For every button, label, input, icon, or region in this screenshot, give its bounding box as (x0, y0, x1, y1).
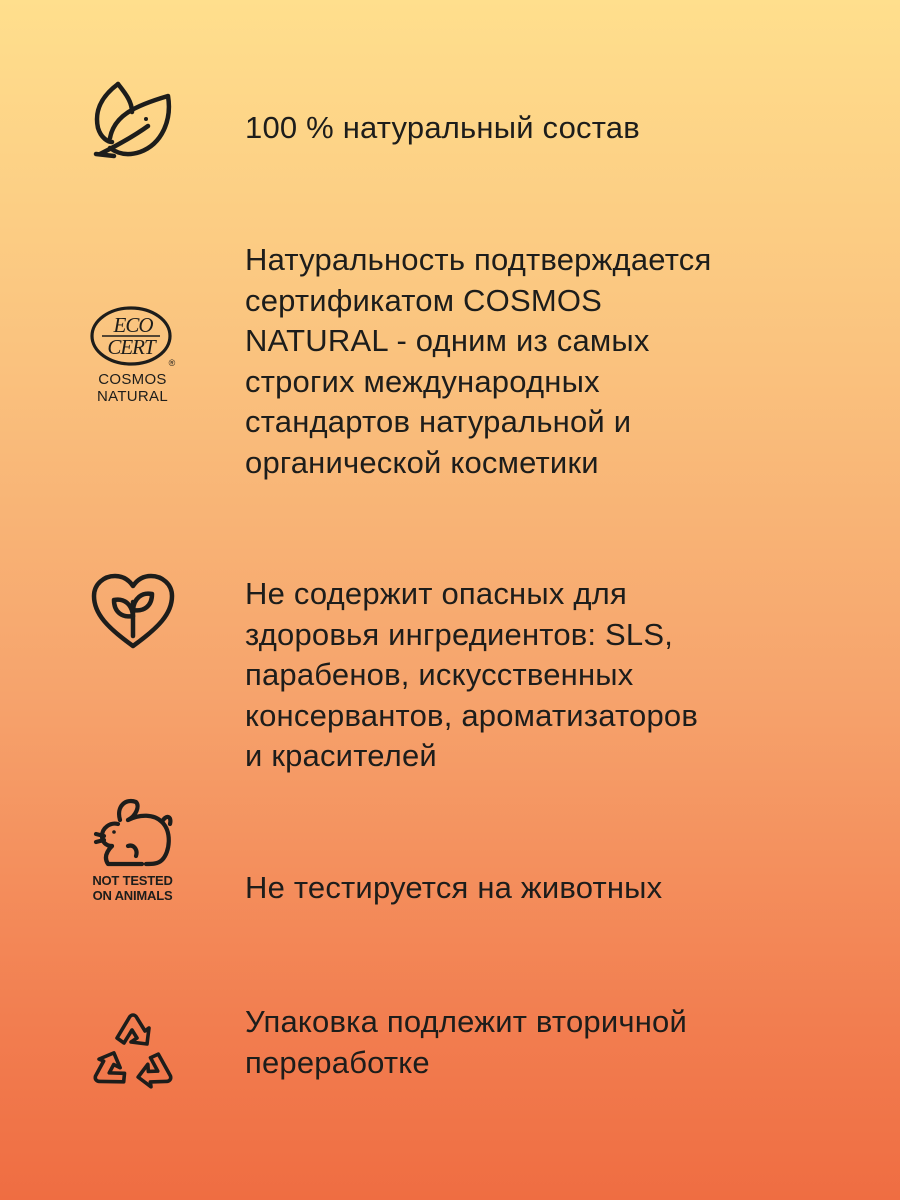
recycle-icon (87, 1004, 179, 1096)
feature-text: Не содержит опасных для здоровья ингредиентов: SLS, парабенов, искусственных консервантов, ароматизаторов и красителей (245, 576, 699, 773)
rabbit-icon (88, 796, 178, 870)
feature-text: Упаковка подлежит вторичной переработке (245, 1004, 687, 1080)
feature-text: Не тестируется на животных (245, 870, 663, 905)
registered-mark: ® (168, 358, 175, 368)
ecocert-cert-label: CERT (106, 335, 155, 359)
feature-text: Натуральность подтверждается сертификатом COSMOS NATURAL - одним из самых строгих международных стандартов натуральной и органической косметики (245, 242, 712, 480)
feature-text: 100 % натуральный состав (245, 110, 640, 145)
ecocert-icon-wrap (80, 304, 185, 406)
leaf-icon (88, 80, 178, 165)
recycle-icon-wrap (80, 1004, 185, 1096)
leaf-icon-wrap (80, 80, 185, 165)
not-tested-caption: NOT TESTED ON ANIMALS (92, 873, 173, 903)
cosmos-natural-caption: COSMOS NATURAL (97, 371, 168, 405)
heart-sprout-icon-wrap (80, 572, 185, 652)
rabbit-icon-wrap (80, 796, 185, 903)
ecocert-icon (88, 304, 178, 368)
heart-sprout-icon (88, 572, 178, 652)
ecocert-eco-label: ECO (113, 313, 152, 337)
